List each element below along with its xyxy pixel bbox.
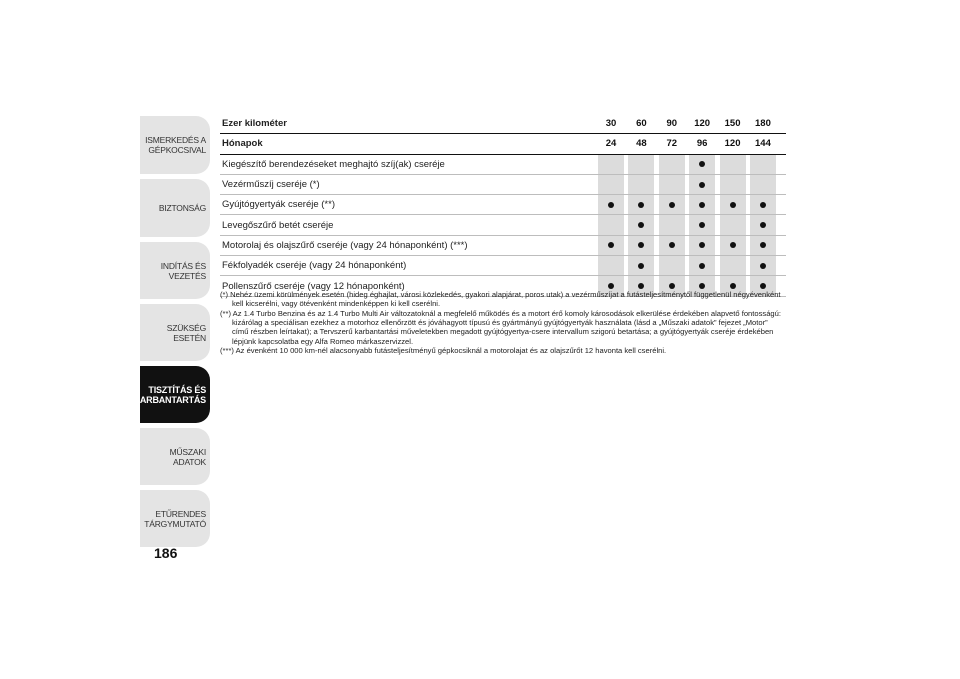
interval-cell: [628, 155, 654, 174]
page-number: 186: [154, 545, 178, 561]
bullet-icon: [699, 161, 705, 167]
interval-cell: [689, 236, 715, 255]
bullet-icon: [760, 202, 766, 208]
footnote-3: [220, 346, 786, 355]
table-row: [220, 256, 786, 276]
row-label: Pollenszűrő cseréje (vagy 12 hónaponként): [222, 280, 405, 292]
bullet-icon: [638, 222, 644, 228]
bullet-icon: [730, 242, 736, 248]
maintenance-table: [220, 114, 786, 297]
footnote-text: (***) Az évenként 10 000 km-nél alacsonyabb futásteljesítményű gépkocsiknál a motorolajat és az olajszűrőt 12 havonta kell cserélni.: [220, 346, 667, 356]
interval-cell: [750, 155, 776, 174]
bullet-icon: [699, 182, 705, 188]
interval-cell: [659, 236, 685, 255]
bullet-icon: [608, 283, 614, 289]
interval-cell: [628, 175, 654, 194]
interval-cell: [628, 236, 654, 255]
interval-cell: [750, 195, 776, 214]
tab-label: TISZTÍTÁS ÉS KARBANTARTÁS: [133, 384, 206, 405]
footnote-text: lépjünk kapcsolatba egy Alfa Romeo márkaszervizzel.: [232, 336, 414, 346]
bullet-icon: [699, 222, 705, 228]
interval-cell: [720, 215, 746, 234]
row-label: Gyújtógyertyák cseréje (**): [222, 199, 335, 211]
interval-cell: [750, 175, 776, 194]
bullet-icon: [638, 283, 644, 289]
interval-cell: [689, 256, 715, 275]
header-months-cell: 48: [628, 134, 654, 153]
header-km-cell: 90: [659, 114, 685, 133]
footnote-2: [220, 309, 786, 346]
header-months-cell: 24: [598, 134, 624, 153]
interval-cell: [659, 256, 685, 275]
interval-cell: [598, 256, 624, 275]
footnote-text: (*) Nehéz üzemi körülmények esetén (hideg éghajlat, városi közlekedés, gyakori alapjárat, poros utak) a vezérműszíjat a futásteljesítménytől függetlenül négyévenként: [220, 290, 781, 299]
interval-cell: [598, 195, 624, 214]
header-km-cell: 60: [628, 114, 654, 133]
bullet-icon: [638, 263, 644, 269]
interval-cell: [598, 155, 624, 174]
interval-cell: [750, 256, 776, 275]
interval-cell: [628, 256, 654, 275]
interval-cell: [689, 175, 715, 194]
interval-cell: [720, 195, 746, 214]
tab-muszaki[interactable]: [140, 428, 210, 485]
header-km-cell: 30: [598, 114, 624, 133]
tab-label: ISMERKEDÉS A GÉPKOCSIVAL: [145, 135, 206, 155]
interval-cell: [659, 155, 685, 174]
footnote-text: kell kicserélni, vagy ötévenként mindenképpen ki kell cserélni.: [232, 299, 441, 309]
interval-cell: [689, 195, 715, 214]
row-label: Motorolaj és olajszűrő cseréje (vagy 24 hónaponként) (***): [222, 239, 468, 251]
bullet-icon: [669, 242, 675, 248]
bullet-icon: [730, 202, 736, 208]
tab-label: INDÍTÁS ÉS VEZETÉS: [160, 260, 206, 281]
row-label: Kiegészítő berendezéseket meghajtó szíj(ak) cseréje: [222, 158, 445, 170]
bullet-icon: [638, 242, 644, 248]
bullet-icon: [760, 263, 766, 269]
tab-label: ETŰRENDES TÁRGYMUTATÓ: [144, 508, 206, 529]
interval-cell: [598, 175, 624, 194]
interval-cell: [598, 215, 624, 234]
interval-cell: [689, 215, 715, 234]
interval-cell: [628, 195, 654, 214]
footnote-text: kizárólag a speciálisan ezekhez a motorhoz ellenőrzött és jóváhagyott típusú és gyártmányú gyújtógyertyák használata (lásd a „Műszaki adatok” fejezet „Motor”: [232, 318, 768, 328]
interval-cell: [628, 215, 654, 234]
bullet-icon: [760, 242, 766, 248]
row-label: Vezérműszíj cseréje (*): [222, 179, 320, 191]
header-months-row: [220, 134, 786, 154]
tab-targymutato[interactable]: [140, 490, 210, 547]
table-row: [220, 195, 786, 215]
interval-cell: [720, 155, 746, 174]
interval-cell: [689, 155, 715, 174]
bullet-icon: [608, 242, 614, 248]
bullet-icon: [699, 202, 705, 208]
tab-label: BIZTONSÁG: [158, 203, 206, 213]
bullet-icon: [699, 263, 705, 269]
header-months-cell: 72: [659, 134, 685, 153]
table-row: [220, 155, 786, 175]
tab-inditas[interactable]: [140, 242, 210, 299]
tab-label: MŰSZAKI ADATOK: [169, 446, 206, 467]
bullet-icon: [608, 202, 614, 208]
interval-cell: [720, 256, 746, 275]
header-months-label: Hónapok: [222, 138, 263, 150]
interval-cell: [750, 215, 776, 234]
header-months-cell: 144: [750, 134, 776, 153]
footnote-text: című részben leírtakat); a Tervszerű karbantartási műveletekben megadott gyújtógyertya-csere intervallum szigorú betartása; a gyújtógyertyák cseréje érdekében: [232, 327, 774, 337]
bullet-icon: [699, 242, 705, 248]
footnote-1: [220, 290, 786, 308]
bullet-icon: [760, 283, 766, 289]
footnotes: [220, 290, 786, 356]
header-km-cell: 150: [720, 114, 746, 133]
bullet-icon: [669, 283, 675, 289]
interval-cell: [720, 175, 746, 194]
tab-tisztitas[interactable]: [133, 366, 210, 423]
tab-szukseg[interactable]: [140, 304, 210, 361]
interval-cell: [659, 175, 685, 194]
tab-biztonsag[interactable]: [140, 179, 210, 237]
bullet-icon: [638, 202, 644, 208]
header-km-row: [220, 114, 786, 134]
interval-cell: [598, 236, 624, 255]
bullet-icon: [699, 283, 705, 289]
footnote-text: (**) Az 1.4 Turbo Benzina és az 1.4 Turbo Multi Air változatoknál a megfelelő működés és a motort érő komoly károsodások elkerülése érdekében alapvető fontosságú:: [220, 308, 781, 318]
row-label: Fékfolyadék cseréje (vagy 24 hónaponként): [222, 260, 407, 272]
table-row: [220, 175, 786, 195]
header-months-cell: 96: [689, 134, 715, 153]
bullet-icon: [669, 202, 675, 208]
bullet-icon: [730, 283, 736, 289]
bullet-icon: [760, 222, 766, 228]
interval-cell: [659, 215, 685, 234]
table-row: [220, 215, 786, 235]
interval-cell: [750, 236, 776, 255]
interval-cell: [720, 236, 746, 255]
interval-cell: [659, 195, 685, 214]
header-km-cell: 180: [750, 114, 776, 133]
table-row: [220, 236, 786, 256]
row-label: Levegőszűrő betét cseréje: [222, 219, 334, 231]
tab-ismerkedes[interactable]: [140, 116, 210, 174]
header-months-cell: 120: [720, 134, 746, 153]
header-km-cell: 120: [689, 114, 715, 133]
header-km-label: Ezer kilométer: [222, 118, 287, 130]
table-body: [220, 155, 786, 297]
tab-label: SZÜKSÉG ESETÉN: [166, 322, 206, 343]
